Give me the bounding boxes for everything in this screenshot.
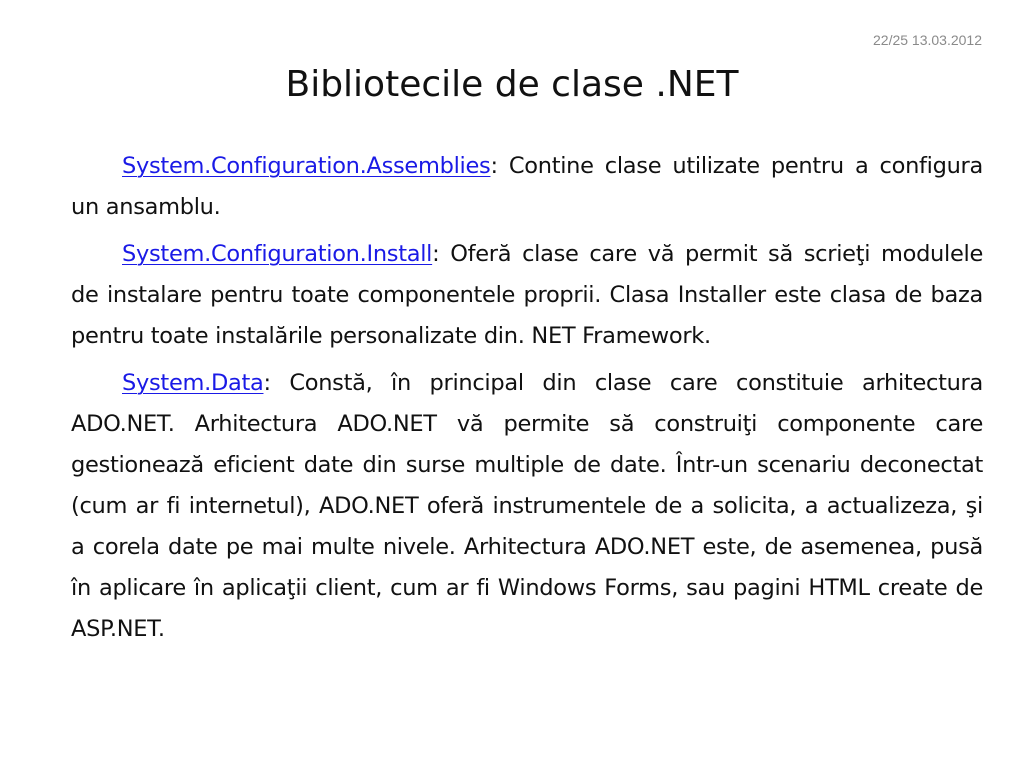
link-system-data[interactable]: System.Data [122,370,264,396]
paragraph-data [71,363,983,650]
slide-number-date: 22/25 13.03.2012 [873,32,982,48]
paragraph-text: : Contine clase utilizate pentru a configura un ansamblu. [71,153,983,220]
slide-title: Bibliotecile de clase .NET [285,64,739,105]
paragraph-install [71,234,983,357]
paragraph-assemblies [71,146,983,228]
paragraph-text: : Constă, în principal din clase care constituie arhitectura ADO.NET. Arhitectura ADO.NET vă permite să construiţi componente care gestionează eficient date din surse multiple de date. Într-un scenariu deconectat (cum ar fi internetul), ADO.NET oferă instrumentele de a solicita, a actualizeza, şi a corela date pe mai multe nivele. Arhitectura ADO.NET este, de asemenea, pusă în aplicare în aplicaţii client, cum ar fi Windows Forms, sau pagini HTML create de ASP.NET. [71,370,983,642]
paragraph-text: : Oferă clase care vă permit să scrieţi modulele de instalare pentru toate componentele proprii. Clasa Installer este clasa de baza pentru toate instalările personalizate din. NET Framework. [71,241,983,349]
slide-content [71,146,983,656]
link-system-configuration-assemblies[interactable]: System.Configuration.Assemblies [122,153,491,179]
link-system-configuration-install[interactable]: System.Configuration.Install [122,241,433,267]
